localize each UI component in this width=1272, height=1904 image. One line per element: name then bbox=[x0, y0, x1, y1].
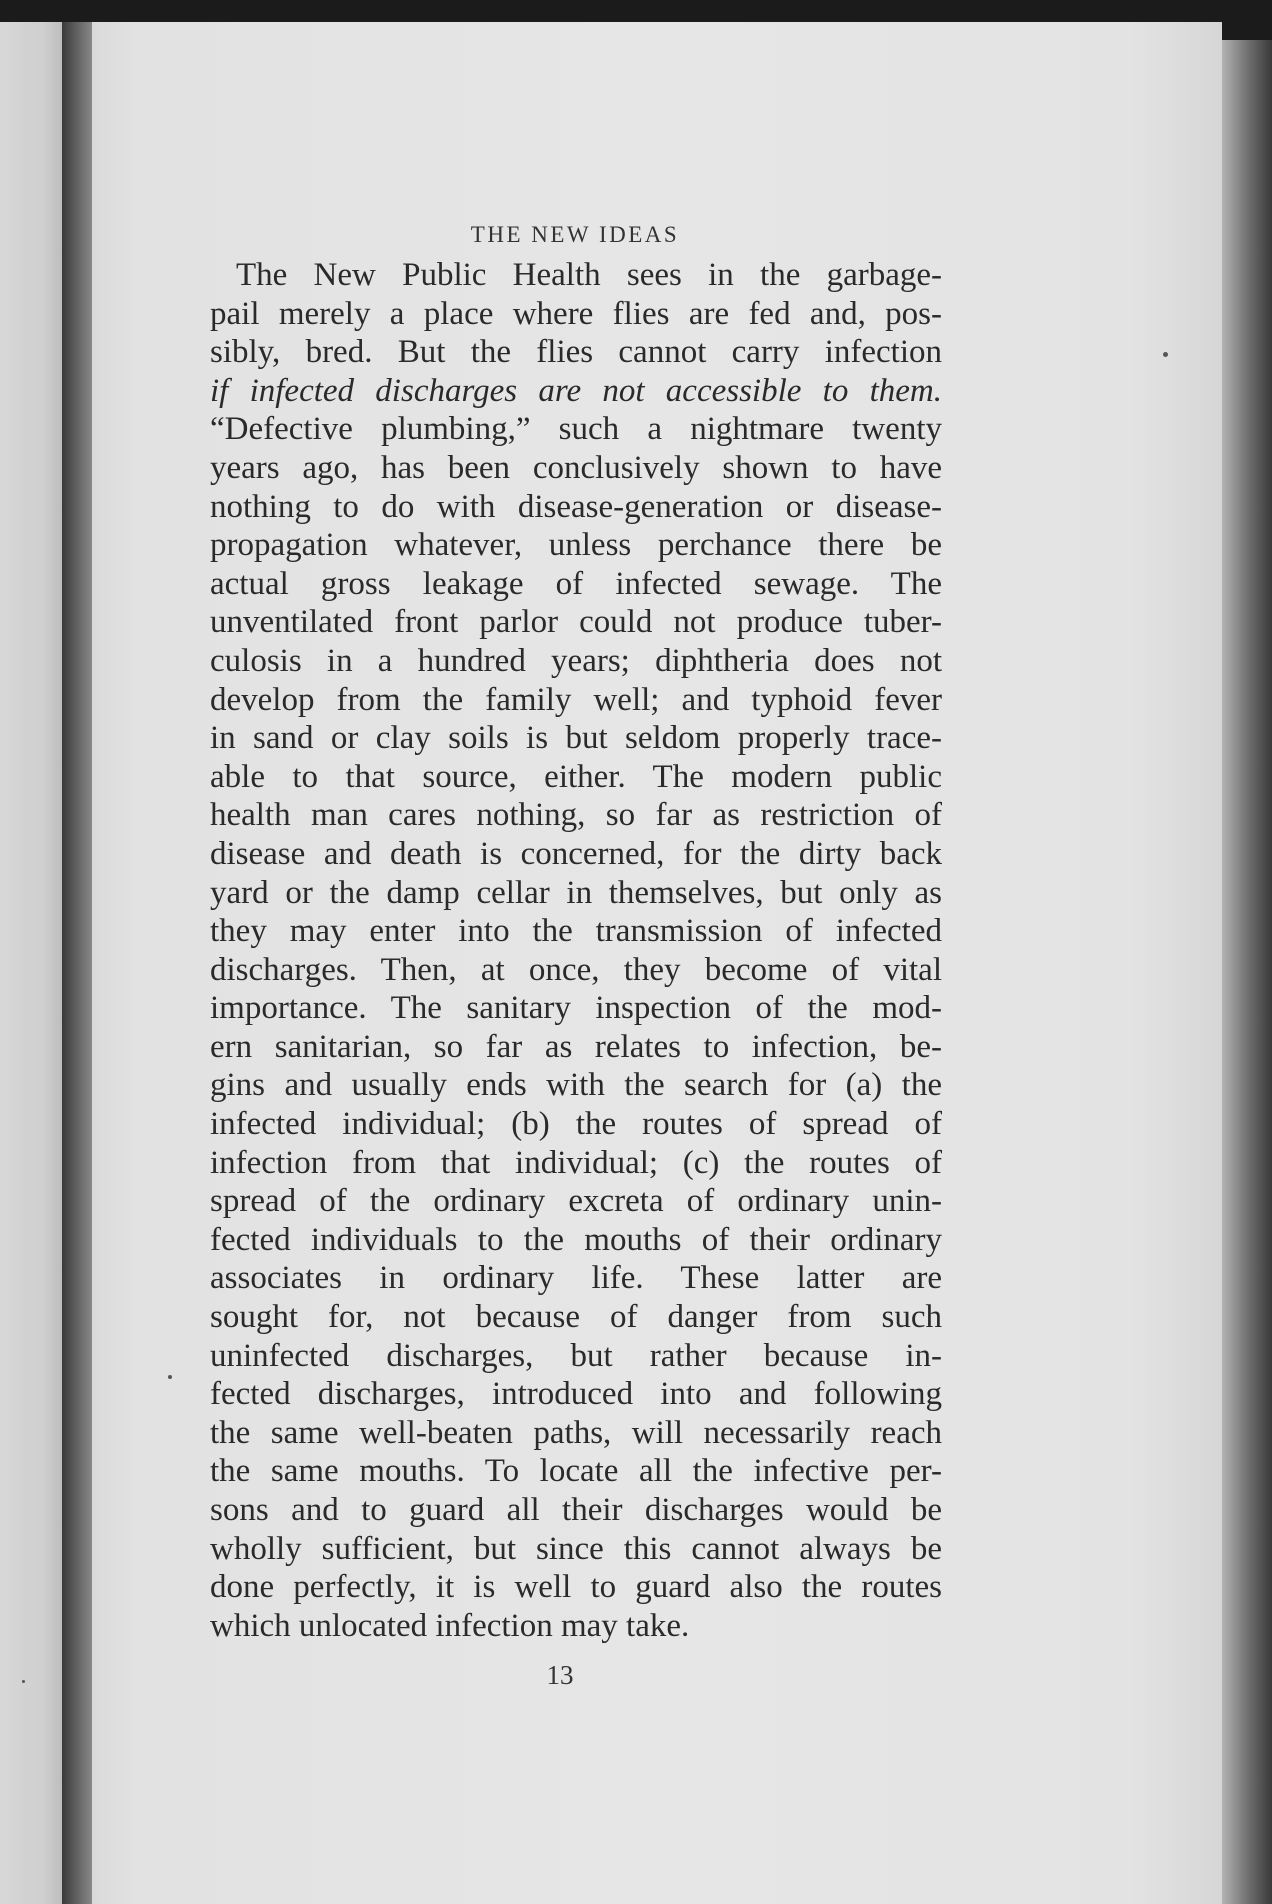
dust-speck bbox=[168, 1375, 172, 1379]
text-line: they may enter into the transmission of infected bbox=[210, 913, 942, 950]
text-line: propagation whatever, unless perchance there be bbox=[210, 527, 942, 564]
running-head: THE NEW IDEAS bbox=[470, 222, 680, 247]
text-line: unventilated front parlor could not produce tuber- bbox=[210, 604, 942, 641]
text-line: “Defective plumbing,” such a nightmare twenty bbox=[210, 411, 942, 448]
text-line: the same mouths. To locate all the infective per- bbox=[210, 1453, 942, 1490]
text-line: disease and death is concerned, for the dirty back bbox=[210, 835, 942, 872]
text-line: years ago, has been conclusively shown to have bbox=[210, 449, 942, 486]
text-line: yard or the damp cellar in themselves, but only as bbox=[210, 874, 942, 911]
dust-speck bbox=[22, 1680, 25, 1683]
text-line: discharges. Then, at once, they become of vital bbox=[210, 951, 942, 988]
text-line: sibly, bred. But the flies cannot carry infection bbox=[210, 334, 942, 371]
text-line: done perfectly, it is well to guard also the routes bbox=[210, 1569, 942, 1606]
text-line-last: which unlocated infection may take. bbox=[210, 1607, 690, 1644]
text-line-italic: if infected discharges are not accessible to them. bbox=[210, 372, 942, 409]
text-line: spread of the ordinary excreta of ordinary unin- bbox=[210, 1183, 942, 1220]
text-line: sought for, not because of danger from such bbox=[210, 1299, 942, 1336]
text-line: importance. The sanitary inspection of the mod- bbox=[210, 990, 942, 1027]
text-line: fected discharges, introduced into and following bbox=[210, 1376, 942, 1413]
body-text bbox=[210, 256, 942, 1645]
text-line: sons and to guard all their discharges would be bbox=[210, 1492, 942, 1528]
text-line: the same well-beaten paths, will necessarily reach bbox=[210, 1414, 942, 1451]
text-line: culosis in a hundred years; diphtheria does not bbox=[210, 642, 942, 679]
text-line: The New Public Health sees in the garbage- bbox=[236, 257, 942, 293]
text-line: actual gross leakage of infected sewage. The bbox=[210, 565, 942, 602]
text-line: fected individuals to the mouths of their ordinary bbox=[210, 1221, 942, 1258]
book-spine-shadow bbox=[62, 22, 92, 1904]
text-line: health man cares nothing, so far as restriction of bbox=[210, 797, 942, 834]
page-number: 13 bbox=[546, 1660, 574, 1690]
dust-speck bbox=[1163, 352, 1168, 357]
text-line: able to that source, either. The modern public bbox=[210, 758, 942, 795]
text-line: uninfected discharges, but rather because in- bbox=[210, 1337, 942, 1374]
text-line: infection from that individual; (c) the routes of bbox=[210, 1144, 942, 1181]
text-line: ern sanitarian, so far as relates to infection, be- bbox=[210, 1028, 942, 1065]
text-line: nothing to do with disease-generation or disease- bbox=[210, 488, 942, 525]
text-line: in sand or clay soils is but seldom properly trace- bbox=[210, 720, 942, 757]
text-line: infected individual; (b) the routes of spread of bbox=[210, 1106, 942, 1143]
text-line: develop from the family well; and typhoid fever bbox=[210, 681, 942, 718]
facing-page-edge bbox=[0, 22, 62, 1904]
text-line: associates in ordinary life. These latter are bbox=[210, 1260, 942, 1297]
text-line: wholly sufficient, but since this cannot always be bbox=[210, 1530, 942, 1567]
page-edge-right bbox=[1222, 40, 1272, 1904]
text-line: pail merely a place where flies are fed and, pos- bbox=[210, 295, 942, 332]
text-line: gins and usually ends with the search for (a) the bbox=[210, 1067, 942, 1104]
